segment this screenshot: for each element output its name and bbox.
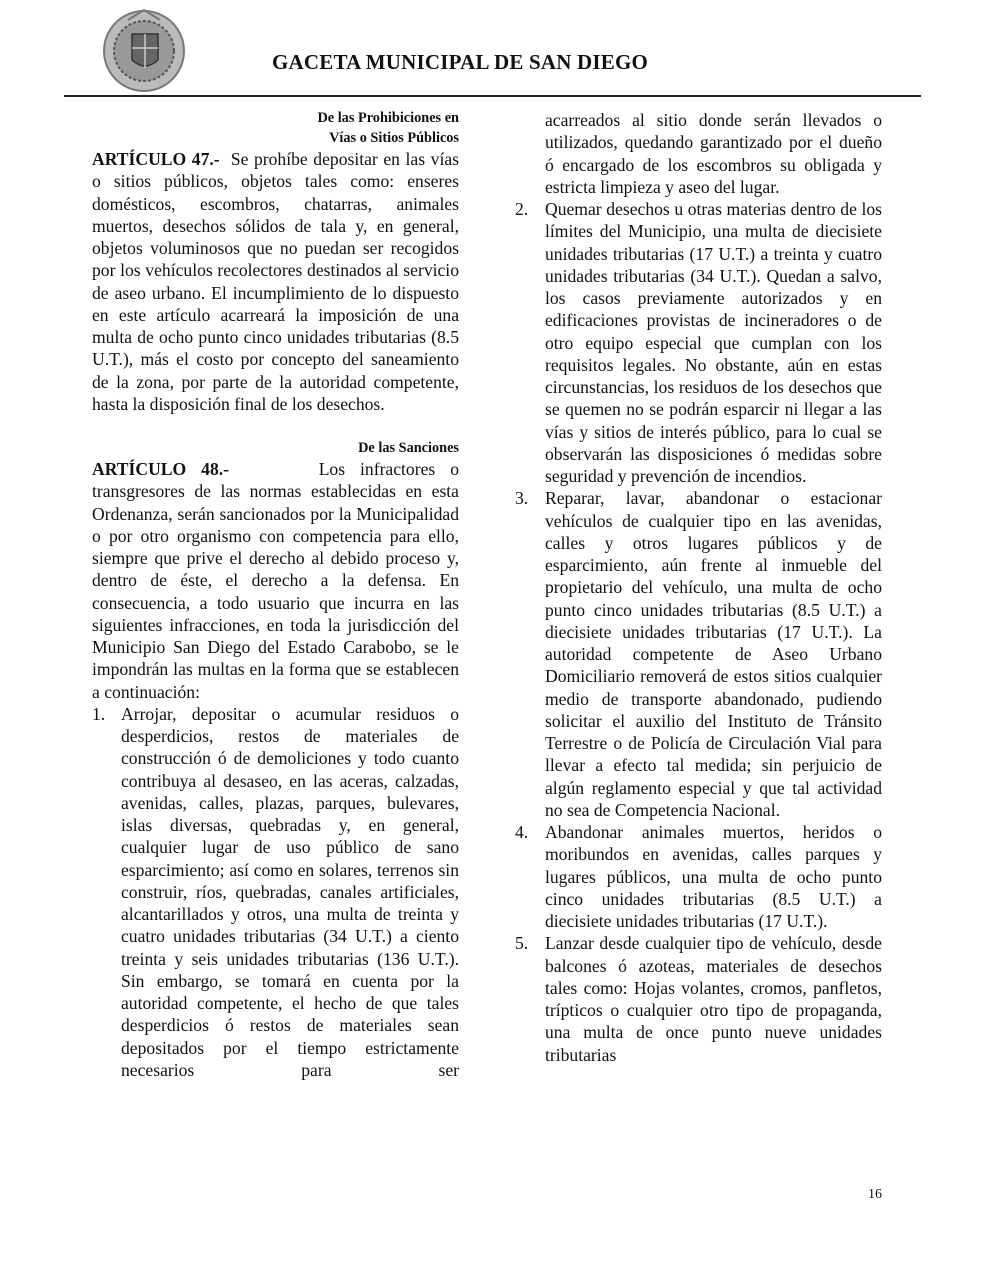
section-heading-sanciones: De las Sanciones xyxy=(358,440,459,456)
municipal-seal-icon xyxy=(98,8,190,94)
list-text: Abandonar animales muertos, heridos o moribundos en avenidas, calles parques y lugares públicos, una multa de ocho punto cinco unidades tributarias (8.5 U.T.) a diecisiete unidades tributarias (17 U.T.). xyxy=(545,822,882,931)
list-item xyxy=(515,487,882,821)
list-text: Arrojar, depositar o acumular residuos o desperdicios, restos de materiales de construcción ó de demoliciones y todo cuanto contribuya al desaseo, en las aceras, calzadas, avenidas, calles, plazas, parques, bulevares, islas diversas, quebradas y, en general, cualquier lugar de uso público de sano esparcimiento; así como en solares, terrenos sin construir, ríos, quebradas, canales artificiales, alcantarillados y otros, una multa de treinta y cuatro unidades tributarias (34 U.T.) a ciento treinta y seis unidades tributarias (136 U.T.). Sin embargo, se tomará en cuenta por la autoridad competente, el hecho de que tales desperdicios ó restos de materiales sean depositados por el tiempo estrictamente necesarios para ser xyxy=(121,703,459,1080)
left-column xyxy=(92,108,459,1081)
list-number: 1. xyxy=(92,703,106,724)
list-number: 3. xyxy=(515,488,529,509)
list-item xyxy=(515,932,882,1066)
page-number: 16 xyxy=(868,1187,882,1202)
list-number: 4. xyxy=(515,822,529,842)
list-item xyxy=(92,703,459,1081)
list-item-continuation xyxy=(515,109,882,198)
article-47-label: ARTÍCULO 47.- xyxy=(92,149,220,169)
right-column xyxy=(515,109,882,1066)
article-48-text: Los infractores o transgresores de las normas establecidas en esta Ordenanza, serán sancionados por la Municipalidad o por otro organismo con competencia para ello, siempre que prive el derecho al debido proceso y, dentro de éste, el derecho a la defensa. En consecuencia, a todo usuario que incurra en las siguientes infracciones, en toda la jurisdicción del Municipio San Diego del Estado Carabobo, se le impondrán las multas en la forma que se establecen a continuación: xyxy=(92,459,459,702)
article-48-label: ARTÍCULO 48.- xyxy=(92,459,230,479)
list-number: 5. xyxy=(515,933,529,954)
list-item xyxy=(515,198,882,487)
header-divider xyxy=(64,95,921,97)
article-47 xyxy=(92,148,459,415)
section-heading-line: De las Prohibiciones en xyxy=(317,110,459,126)
list-text: Lanzar desde cualquier tipo de vehículo, desde balcones ó azoteas, materiales de desechos tales como: Hojas volantes, cromos, panfletos, trípticos o cualquier otro tipo de propaganda, una multa de once punto nueve unidades tributarias xyxy=(545,933,882,1065)
list-text: acarreados al sitio donde serán llevados o utilizados, quedando garantizado por el dueño ó encargado de los escombros su obligada y estricta limpieza y aseo del lugar. xyxy=(545,110,882,197)
list-item xyxy=(515,821,882,932)
list-text: Quemar desechos u otras materias dentro de los límites del Municipio, una multa de diecisiete unidades tributarias (17 U.T.) a treinta y cuatro unidades tributarias (34 U.T.). Quedan a salvo, los casos previamente autorizados y en edificaciones provistas de incineradores o de otro equipo especial que cumplan con los requisitos legales. No obstante, aún en estas circunstancias, los residuos de los desechos que se quemen no se podrán esparcir ni llegar a las vías y sitios de interés público, para lo cual se observarán las disposiciones ó medidas sobre seguridad y prevención de incendios. xyxy=(545,199,882,486)
list-text: Reparar, lavar, abandonar o estacionar vehículos de cualquier tipo en las avenidas, calles y otros lugares públicos y de esparcimiento, aún frente al inmueble del propietario del vehículo, una multa de ocho punto cinco unidades tributarias (8.5 U.T.) a diecisiete unidades tributarias (17 U.T.). La autoridad competente de Aseo Urbano Domiciliario removerá de estos sitios cualquier medio de transporte abandonado, pudiendo solicitar el auxilio del Instituto de Tránsito Terrestre o de Policía de Circulación Vial para llevar a efecto tal medida; sin perjuicio de algún reglamento especial y que tal actividad no sea de Competencia Nacional. xyxy=(545,488,882,820)
article-47-text: Se prohíbe depositar en las vías o sitios públicos, objetos tales como: enseres domésticos, escombros, chatarras, animales muertos, desechos sólidos de tala y, en general, objetos voluminosos que no puedan ser recogidos por los vehículos recolectores destinados al servicio de aseo urbano. El incumplimiento de lo dispuesto en este artículo acarreará la imposición de una multa de ocho punto cinco unidades tributarias (8.5 U.T.), más el costo por concepto del saneamiento de la zona, por parte de la autoridad competente, hasta la disposición final de los desechos. xyxy=(92,149,459,414)
section-heading-line: Vías o Sitios Públicos xyxy=(329,130,459,146)
list-number: 2. xyxy=(515,199,529,219)
section-heading-prohibiciones xyxy=(92,108,459,148)
article-48 xyxy=(92,458,459,703)
gazette-title: GACETA MUNICIPAL DE SAN DIEGO xyxy=(272,50,649,74)
